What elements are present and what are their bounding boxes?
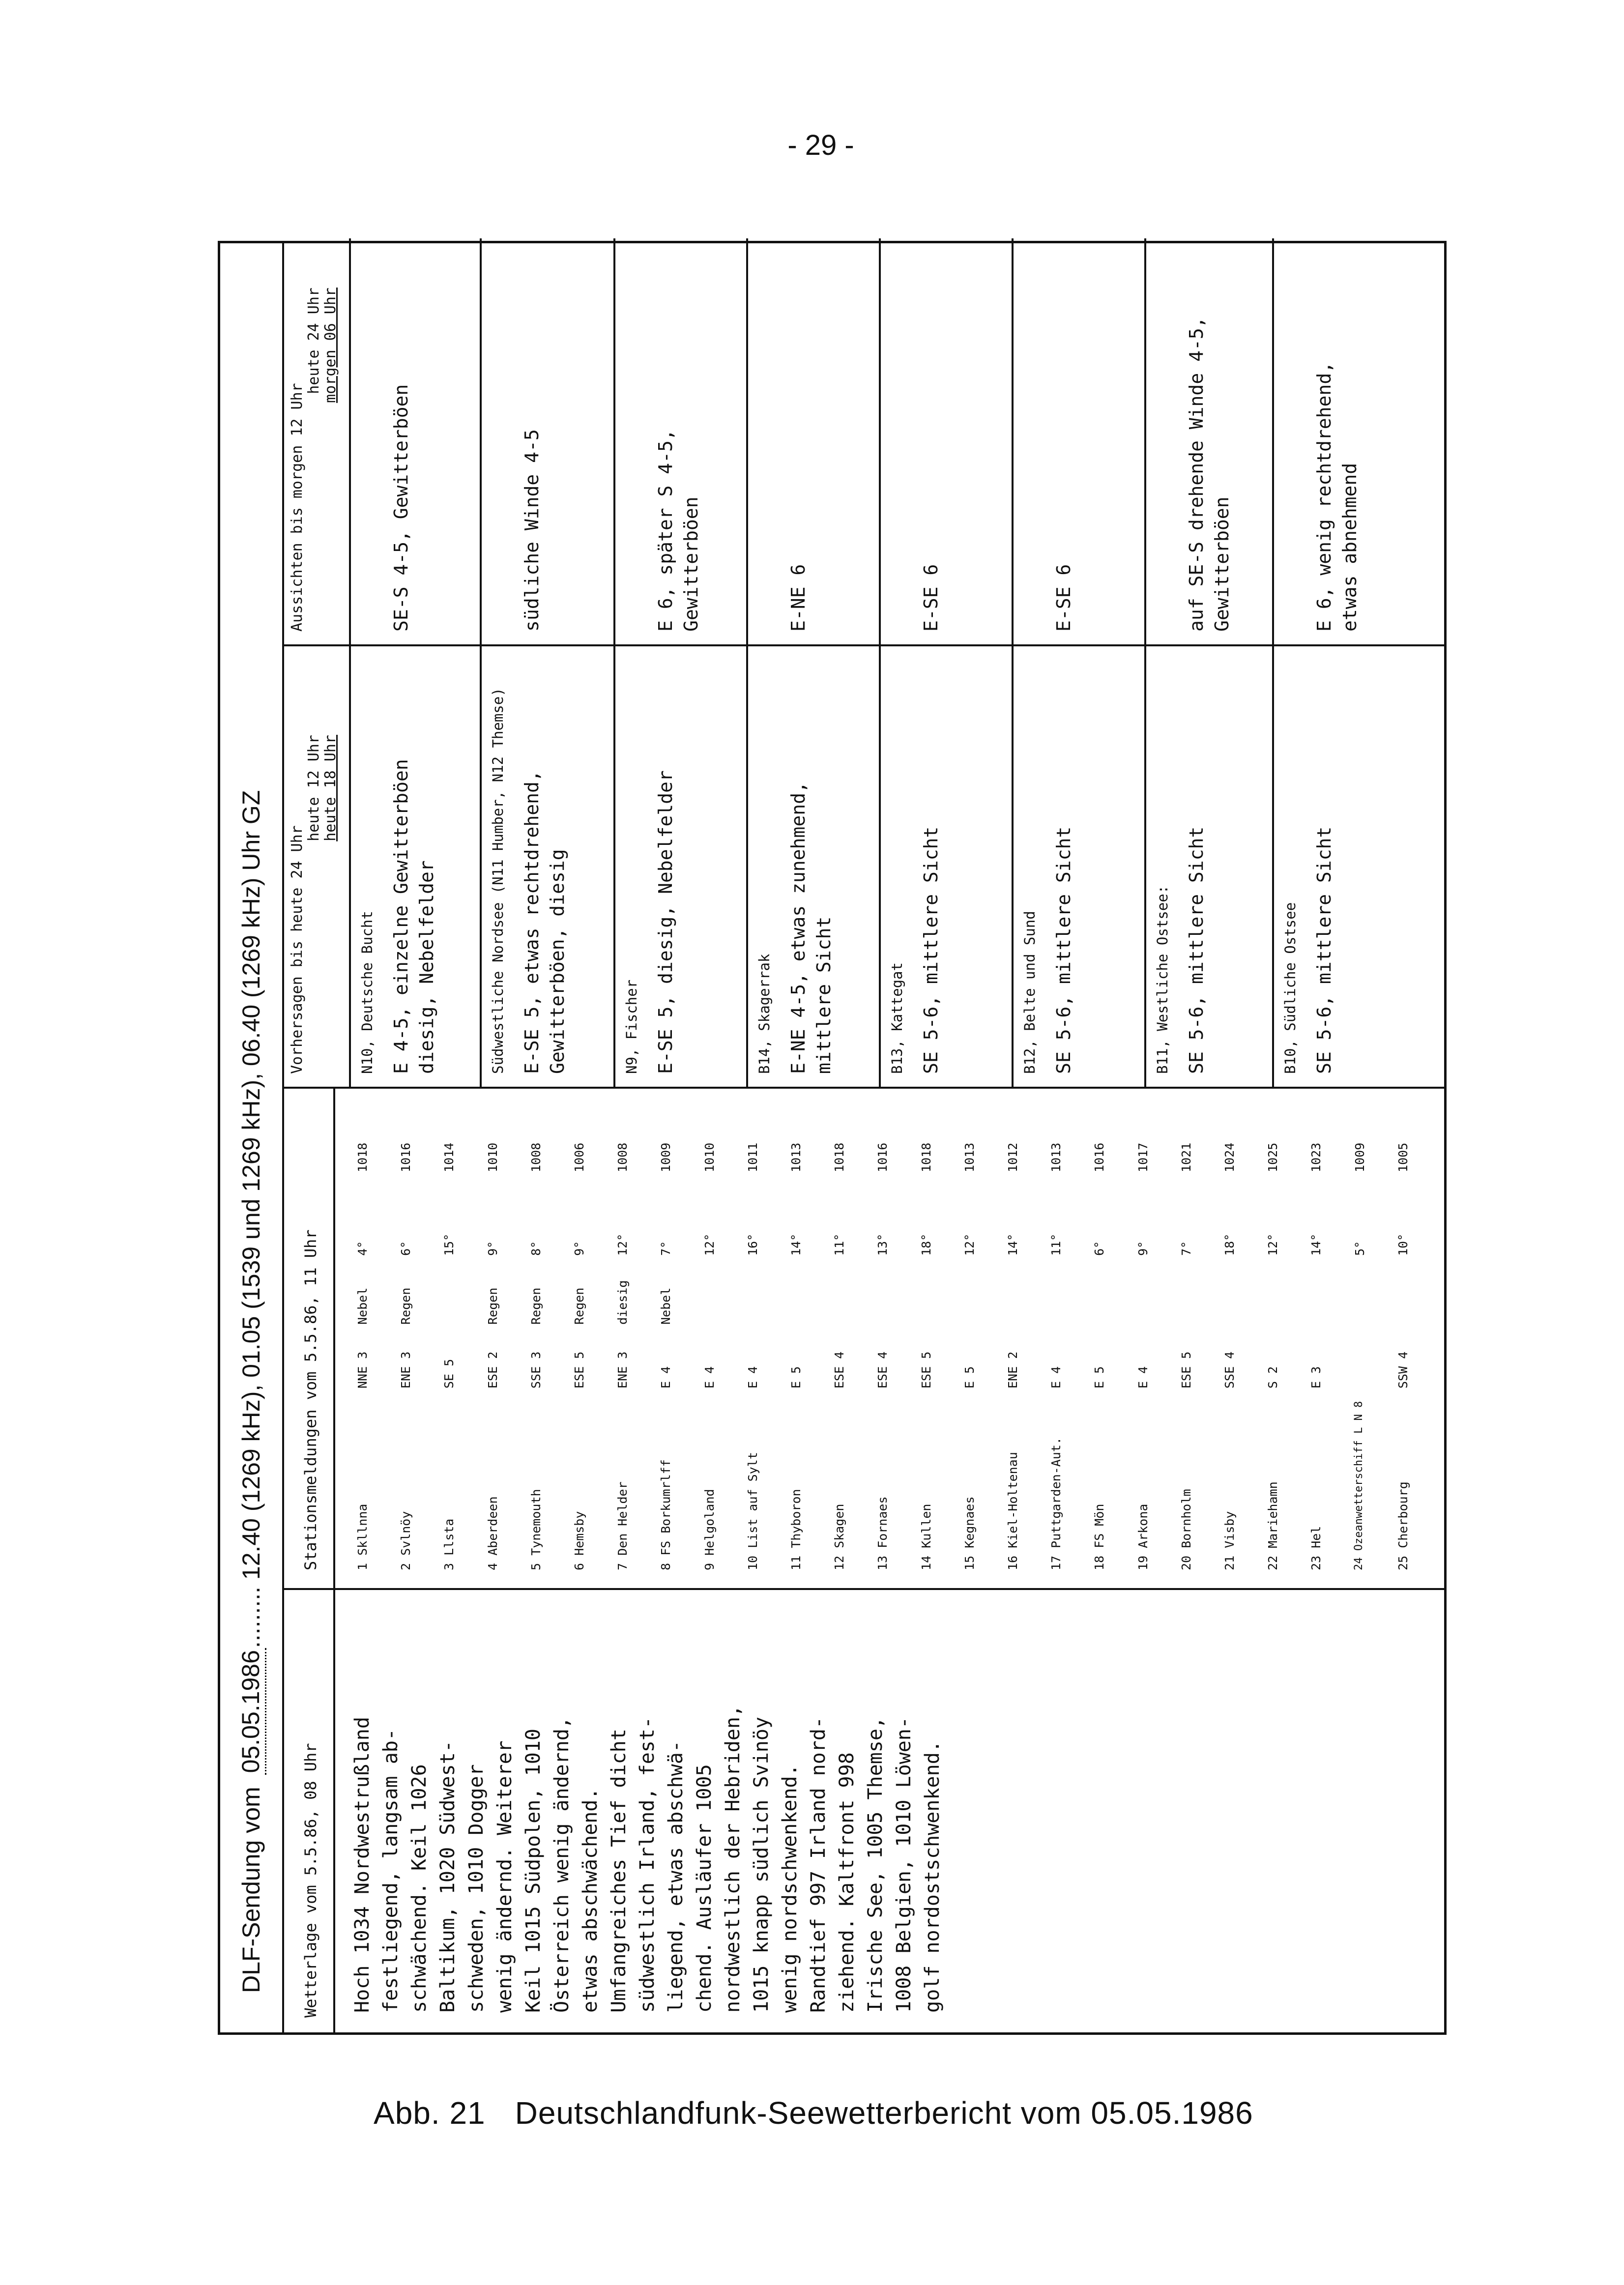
station-name: 10 List auf Sylt: [745, 1452, 760, 1570]
forecast-row-divider: [746, 238, 748, 1089]
forecast-area-text: E-SE 5, etwas rechtdrehend, Gewitterböen, diesig: [521, 770, 568, 1074]
station-name: 22 Mariehamn: [1266, 1481, 1280, 1570]
forecast-area-title: B12, Belte und Sund: [1021, 911, 1038, 1074]
station-name: 20 Bornholm: [1179, 1489, 1193, 1570]
forecast-area-text: SE 5-6, mittlere Sicht: [1313, 826, 1335, 1074]
station-name: 13 Fornaes: [875, 1496, 890, 1570]
aussichten-header-line2: heute 24 Uhr: [305, 288, 322, 394]
station-wind: ESE 5: [1179, 1351, 1193, 1388]
station-pressure: 1013: [789, 1142, 803, 1172]
station-name: 14 Kullen: [919, 1504, 933, 1570]
station-temp: 14°: [1309, 1233, 1324, 1256]
station-pressure: 1018: [355, 1142, 370, 1172]
forecast-row-divider: [613, 238, 615, 1089]
station-row: [355, 1099, 395, 1570]
title-date: 05.05.1986: [236, 1648, 266, 1775]
station-temp: 11°: [1049, 1233, 1064, 1256]
station-row: [1396, 1099, 1435, 1570]
station-name: 4 Aberdeen: [485, 1496, 500, 1570]
station-temp: 18°: [1222, 1233, 1237, 1256]
station-name: 25 Cherbourg: [1395, 1481, 1410, 1570]
station-wind: E 4: [1049, 1366, 1064, 1388]
station-temp: 9°: [1135, 1241, 1150, 1256]
station-pressure: 1024: [1222, 1142, 1237, 1172]
station-wind: ESE 4: [832, 1351, 847, 1388]
station-temp: 5°: [1352, 1241, 1367, 1256]
station-pressure: 1013: [962, 1142, 977, 1172]
station-name: 11 Thyboron: [789, 1489, 803, 1570]
station-weather: Regen: [485, 1287, 500, 1325]
forecast-row-divider: [879, 238, 881, 1089]
station-pressure: 1008: [528, 1142, 543, 1172]
station-name: 19 Arkona: [1135, 1504, 1150, 1570]
station-pressure: 1013: [1049, 1142, 1064, 1172]
wetterlage-header: Wetterlage vom 5.5.86, 08 Uhr: [301, 1743, 320, 2018]
station-row: [486, 1099, 525, 1570]
station-row: [875, 1099, 915, 1570]
station-temp: 12°: [702, 1233, 717, 1256]
station-wind: SSE 4: [1222, 1351, 1237, 1388]
station-weather: Regen: [528, 1287, 543, 1325]
station-row: [1179, 1099, 1218, 1570]
col-divider-2: [284, 1087, 1444, 1089]
station-weather: Nebel: [659, 1287, 673, 1325]
station-row: [399, 1099, 438, 1570]
station-pressure: 1016: [399, 1142, 413, 1172]
forecast-area-text: SE 5-6, mittlere Sicht: [1053, 826, 1074, 1074]
station-temp: 9°: [485, 1241, 500, 1256]
forecast-area-title: N10, Deutsche Bucht: [359, 911, 376, 1074]
forecast-area-text: E-SE 5, diesig, Nebelfelder: [655, 770, 676, 1074]
station-temp: 12°: [1266, 1233, 1280, 1256]
outlook-area-text: südliche Winde 4-5: [521, 429, 543, 632]
forecast-area-title: B11, Westliche Ostsee:: [1154, 885, 1171, 1074]
station-row: [702, 1099, 742, 1570]
station-temp: 11°: [832, 1233, 847, 1256]
station-wind: ESE 5: [572, 1351, 586, 1388]
outlook-area-text: E-SE 6: [1053, 564, 1074, 632]
table-title: [220, 243, 284, 2032]
station-pressure: 1006: [572, 1142, 586, 1172]
station-wind: ESE 5: [919, 1351, 933, 1388]
station-pressure: 1011: [745, 1142, 760, 1172]
station-name: 23 Hel: [1309, 1526, 1324, 1570]
station-wind: ENE 3: [615, 1351, 630, 1388]
station-wind: SE 5: [442, 1359, 457, 1388]
wetterlage-text: Hoch 1034 Nordwestrußland festliegend, langsam ab- schwächend. Keil 1026 Baltikum, 1020 Südwest- schweden, 1010 Dogger wenig ändernd. Weiterer Keil 1015 Südpolen, 1010 Österreich wenig ändernd, etwas abschwächend. Umfangreiches Tief dicht südwestlich Irland, fest- liegend, etwas abschwä- chend. Ausläufer 1005 nordwestlich der Hebriden, 1015 knapp südlich Svinöy wenig nordschwenkend. Randtief 997 Irland nord- ziehend. Kaltfront 998 Irische See, 1005 Themse, 1008 Belgien, 1010 Löwen- golf nordostschwenkend.: [351, 1705, 944, 2013]
station-wind: ENE 2: [1006, 1351, 1020, 1388]
station-row: [572, 1099, 611, 1570]
forecast-row-divider: [480, 238, 482, 1089]
station-name: 16 Kiel-Holtenau: [1006, 1452, 1020, 1570]
aussichten-header-line1: Aussichten bis morgen 12 Uhr: [289, 383, 306, 632]
forecast-area-title: B10, Südliche Ostsee: [1282, 902, 1299, 1074]
station-temp: 15°: [442, 1233, 457, 1256]
station-temp: 6°: [1092, 1241, 1107, 1256]
vorhersagen-header-line2: heute 12 Uhr: [305, 735, 322, 841]
station-temp: 6°: [399, 1241, 413, 1256]
station-wind: S 2: [1266, 1366, 1280, 1388]
station-row: [529, 1099, 568, 1570]
station-name: 8 FS Borkumrlff: [659, 1459, 673, 1570]
station-row: [1092, 1099, 1131, 1570]
outlook-area-text: E 6, später S 4-5, Gewitterböen: [655, 429, 702, 632]
station-wind: ESE 2: [485, 1351, 500, 1388]
station-pressure: 1009: [1352, 1142, 1367, 1172]
station-pressure: 1005: [1395, 1142, 1410, 1172]
station-pressure: 1017: [1135, 1142, 1150, 1172]
title-prefix: DLF-Sendung vom: [237, 1787, 265, 1993]
station-temp: 14°: [1006, 1233, 1020, 1256]
station-temp: 10°: [1395, 1233, 1410, 1256]
station-wind: SSE 3: [528, 1351, 543, 1388]
station-name: 18 FS Mön: [1092, 1504, 1107, 1570]
forecast-area-text: SE 5-6, mittlere Sicht: [920, 826, 942, 1074]
station-pressure: 1016: [1092, 1142, 1107, 1172]
station-temp: 7°: [659, 1241, 673, 1256]
station-wind: E 5: [962, 1366, 977, 1388]
station-temp: 9°: [572, 1241, 586, 1256]
aussichten-header-line3: morgen 06 Uhr: [322, 288, 339, 403]
station-name: 5 Tynemouth: [528, 1489, 543, 1570]
forecast-area-title: B14, Skagerrak: [756, 954, 773, 1074]
station-pressure: 1012: [1006, 1142, 1020, 1172]
station-wind: ESE 4: [875, 1351, 890, 1388]
station-pressure: 1014: [442, 1142, 457, 1172]
forecast-row-divider: [1272, 238, 1274, 1089]
station-name: 2 Svlnöy: [399, 1511, 413, 1570]
station-temp: 8°: [528, 1241, 543, 1256]
station-pressure: 1021: [1179, 1142, 1193, 1172]
outlook-area-text: E-SE 6: [920, 564, 942, 632]
station-row: [615, 1099, 655, 1570]
station-row: [1309, 1099, 1348, 1570]
page-number: - 29 -: [787, 129, 854, 161]
station-pressure: 1008: [615, 1142, 630, 1172]
forecast-area-title: N9, Fischer: [623, 979, 640, 1074]
forecast-area-title: Südwestliche Nordsee (N11 Humber, N12 Themse): [490, 688, 506, 1074]
station-wind: E 5: [1092, 1366, 1107, 1388]
station-row: [962, 1099, 1002, 1570]
station-name: 12 Skagen: [832, 1504, 847, 1570]
station-wind: E 4: [745, 1366, 760, 1388]
wetterlage-header-rule: [333, 1590, 335, 2032]
station-weather: Regen: [399, 1287, 413, 1325]
station-row: [1136, 1099, 1175, 1570]
title-suffix: ......... 12.40 (1269 kHz), 01.05 (1539 und 1269 kHz), 06.40 (1269 kHz) Uhr GZ: [237, 790, 265, 1649]
forecast-area-text: E 4-5, einzelne Gewitterböen diesig, Nebelfelder: [390, 759, 437, 1074]
vorhersagen-header: [289, 700, 339, 1074]
station-pressure: 1018: [832, 1142, 847, 1172]
col-divider-1: [284, 1588, 1444, 1590]
station-temp: 13°: [875, 1233, 890, 1256]
col-divider-3: [284, 644, 1444, 646]
vorhersagen-header-line3: heute 18 Uhr: [322, 735, 339, 841]
station-wind: E 4: [702, 1366, 717, 1388]
caption-label: Abb. 21: [374, 2095, 486, 2131]
station-weather: diesig: [615, 1280, 630, 1325]
station-pressure: 1009: [659, 1142, 673, 1172]
station-wind: SSW 4: [1395, 1351, 1410, 1388]
station-wind: ENE 3: [399, 1351, 413, 1388]
forecast-header-rule: [349, 238, 351, 1089]
station-pressure: 1025: [1266, 1142, 1280, 1172]
vorhersagen-header-line1: Vorhersagen bis heute 24 Uhr: [289, 825, 306, 1074]
station-wind: E 3: [1309, 1366, 1324, 1388]
station-wind: NNE 3: [355, 1351, 370, 1388]
station-row: [442, 1099, 481, 1570]
station-row: [832, 1099, 871, 1570]
station-weather: Nebel: [355, 1287, 370, 1325]
station-row: [1353, 1099, 1392, 1570]
forecast-row-divider: [1144, 238, 1146, 1089]
station-name: 3 Llsta: [442, 1518, 457, 1570]
aussichten-header: [289, 288, 339, 632]
outlook-area-text: E-NE 6: [787, 564, 809, 632]
station-name: 7 Den Helder: [615, 1481, 630, 1570]
station-pressure: 1018: [919, 1142, 933, 1172]
station-temp: 18°: [919, 1233, 933, 1256]
figure-caption: [374, 2095, 1357, 2131]
station-row: [789, 1099, 828, 1570]
station-temp: 14°: [789, 1233, 803, 1256]
station-temp: 7°: [1179, 1241, 1193, 1256]
station-temp: 4°: [355, 1241, 370, 1256]
outlook-area-text: SE-S 4-5, Gewitterböen: [390, 384, 412, 632]
station-wind: E 5: [789, 1366, 803, 1388]
station-temp: 16°: [745, 1233, 760, 1256]
outlook-area-text: auf SE-S drehende Winde 4-5, Gewitterböen: [1186, 317, 1233, 632]
station-name: 6 Hemsby: [572, 1511, 586, 1570]
station-temp: 12°: [962, 1233, 977, 1256]
station-row: [1049, 1099, 1088, 1570]
station-pressure: 1023: [1309, 1142, 1324, 1172]
station-row: [659, 1099, 698, 1570]
station-row: [746, 1099, 785, 1570]
rotated-table-container: [218, 241, 1447, 2035]
caption-text: Deutschlandfunk-Seewetterbericht vom 05.05.1986: [515, 2095, 1253, 2131]
station-wind: E 4: [1135, 1366, 1150, 1388]
station-pressure: 1016: [875, 1142, 890, 1172]
station-wind: E 4: [659, 1366, 673, 1388]
station-row: [1222, 1099, 1262, 1570]
station-row: [1266, 1099, 1305, 1570]
station-name: 1 Skllnna: [355, 1504, 370, 1570]
stations-header-rule: [333, 1089, 335, 1590]
forecast-area-text: SE 5-6, mittlere Sicht: [1186, 826, 1207, 1074]
station-temp: 12°: [615, 1233, 630, 1256]
station-row: [1006, 1099, 1045, 1570]
forecast-area-text: E-NE 4-5, etwas zunehmend, mittlere Sicht: [787, 781, 835, 1074]
station-name: 9 Helgoland: [702, 1489, 717, 1570]
station-name: 17 Puttgarden-Aut.: [1049, 1437, 1064, 1570]
station-weather: Regen: [572, 1287, 586, 1325]
station-pressure: 1010: [485, 1142, 500, 1172]
weather-report-table: [218, 241, 1447, 2035]
outlook-area-text: E 6, wenig rechtdrehend, etwas abnehmend: [1313, 361, 1361, 632]
forecast-area-title: B13, Kattegat: [889, 962, 905, 1074]
forecast-row-divider: [1012, 238, 1014, 1089]
station-name: 24 Ozeanwetterschiff L N 8: [1352, 1401, 1365, 1570]
station-name: 21 Visby: [1222, 1511, 1237, 1570]
station-pressure: 1010: [702, 1142, 717, 1172]
station-row: [919, 1099, 958, 1570]
stations-header: Stationsmeldungen vom 5.5.86, 11 Uhr: [301, 1229, 320, 1570]
station-name: 15 Kegnaes: [962, 1496, 977, 1570]
